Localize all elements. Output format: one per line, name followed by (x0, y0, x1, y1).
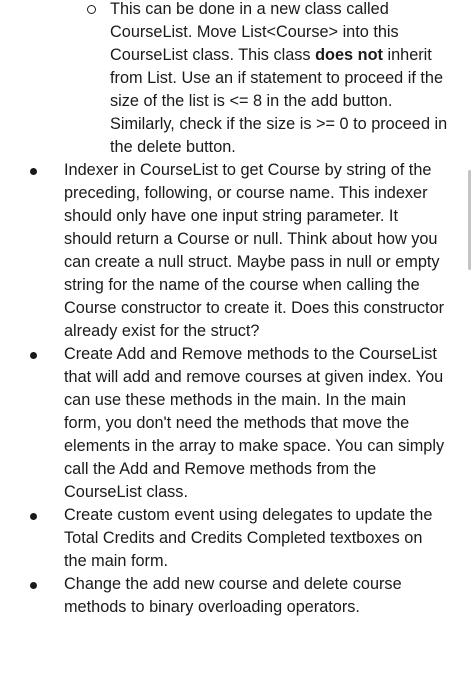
sub-item-text-part1: This can be done in a new class called CourseList. Move List<Course> into this CourseList class. This class (110, 0, 399, 64)
bullet-list (0, 159, 475, 619)
list-item-operators (0, 573, 475, 619)
list-item-text: Create custom event using delegates to update the Total Credits and Credits Completed textboxes on the main form. (64, 506, 433, 570)
scrollbar-thumb[interactable] (468, 170, 471, 270)
sub-item-bold-text: does not (315, 46, 383, 64)
list-item-indexer (0, 159, 475, 343)
bullet-icon (30, 168, 37, 175)
list-item-add-remove (0, 343, 475, 504)
list-item-text: Indexer in CourseList to get Course by string of the preceding, following, or course name. This indexer should only have one input string parameter. It should return a Course or null. Think about how you can create a null struct. Maybe pass in null or empty string for the name of the course when calling the Course constructor to create it. Does this constructor already exist for the struct? (64, 161, 445, 340)
bullet-icon (30, 513, 37, 520)
list-item-custom-event (0, 504, 475, 573)
hollow-bullet-icon (87, 5, 96, 14)
bullet-icon (30, 582, 37, 589)
list-item-text: Create Add and Remove methods to the CourseList that will add and remove courses at given index. You can use these methods in the main. In the main form, you don't need the methods that move the elements in the array to make space. You can simply call the Add and Remove methods from the CourseList class. (64, 345, 445, 501)
bullet-icon (30, 352, 37, 359)
sub-list-item (0, 0, 475, 159)
list-item-text: Change the add new course and delete course methods to binary overloading operators. (64, 575, 402, 616)
sub-bullet-list (0, 0, 475, 159)
sub-item-text-part2: inherit from List. Use an if statement to proceed if the size of the list is <= 8 in the add button. Similarly, check if the size is >= 0 to proceed in the delete button. (110, 46, 448, 156)
